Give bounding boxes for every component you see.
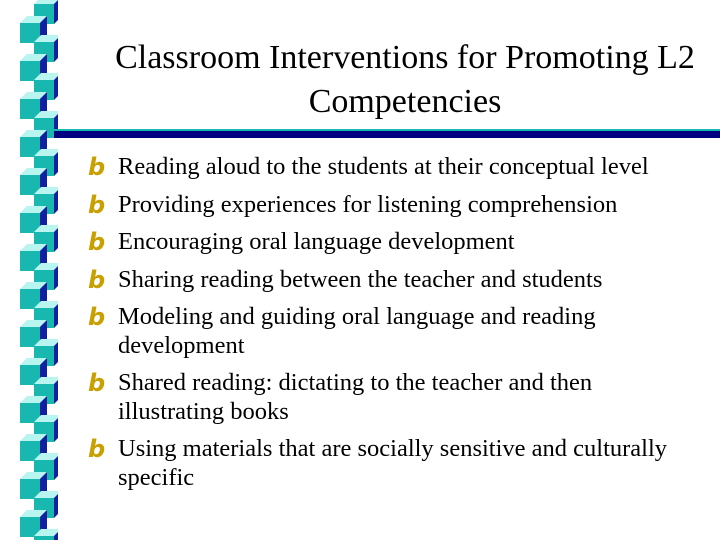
b-glyph-bullet-icon: b bbox=[88, 369, 106, 397]
bullet-item bbox=[88, 369, 702, 426]
bullet-text: Providing experiences for listening comprehension bbox=[118, 190, 618, 218]
bullet-text: Sharing reading between the teacher and students bbox=[118, 265, 603, 293]
bullet-text: Using materials that are socially sensitive and culturally specific bbox=[118, 435, 668, 491]
b-glyph-bullet-icon: b bbox=[88, 303, 106, 331]
b-glyph-bullet-icon: b bbox=[88, 190, 106, 219]
title-rule-line bbox=[54, 131, 720, 138]
slide-title: Classroom Interventions for Promoting L2 Competencies bbox=[115, 39, 695, 120]
bullet-item bbox=[88, 228, 702, 257]
bullet-item bbox=[88, 265, 702, 295]
title-rule-decoration bbox=[40, 122, 720, 146]
b-glyph-bullet-icon: b bbox=[88, 228, 106, 256]
cube-column-decoration bbox=[0, 0, 58, 540]
b-glyph-bullet-icon: b bbox=[88, 435, 106, 463]
bullet-text: Reading aloud to the students at their conceptual level bbox=[118, 153, 649, 180]
bullet-item bbox=[88, 190, 702, 220]
bullet-text: Shared reading: dictating to the teacher and then illustrating books bbox=[118, 369, 593, 425]
title-rule-highlight bbox=[54, 129, 720, 131]
bullet-item bbox=[88, 303, 702, 360]
bullet-text: Encouraging oral language development bbox=[118, 228, 515, 255]
bullet-item bbox=[88, 435, 702, 492]
b-glyph-bullet-icon: b bbox=[88, 153, 106, 181]
bullet-list bbox=[88, 153, 702, 501]
b-glyph-bullet-icon: b bbox=[88, 265, 106, 294]
bullet-text: Modeling and guiding oral language and reading development bbox=[118, 303, 596, 359]
bullet-item bbox=[88, 153, 702, 182]
